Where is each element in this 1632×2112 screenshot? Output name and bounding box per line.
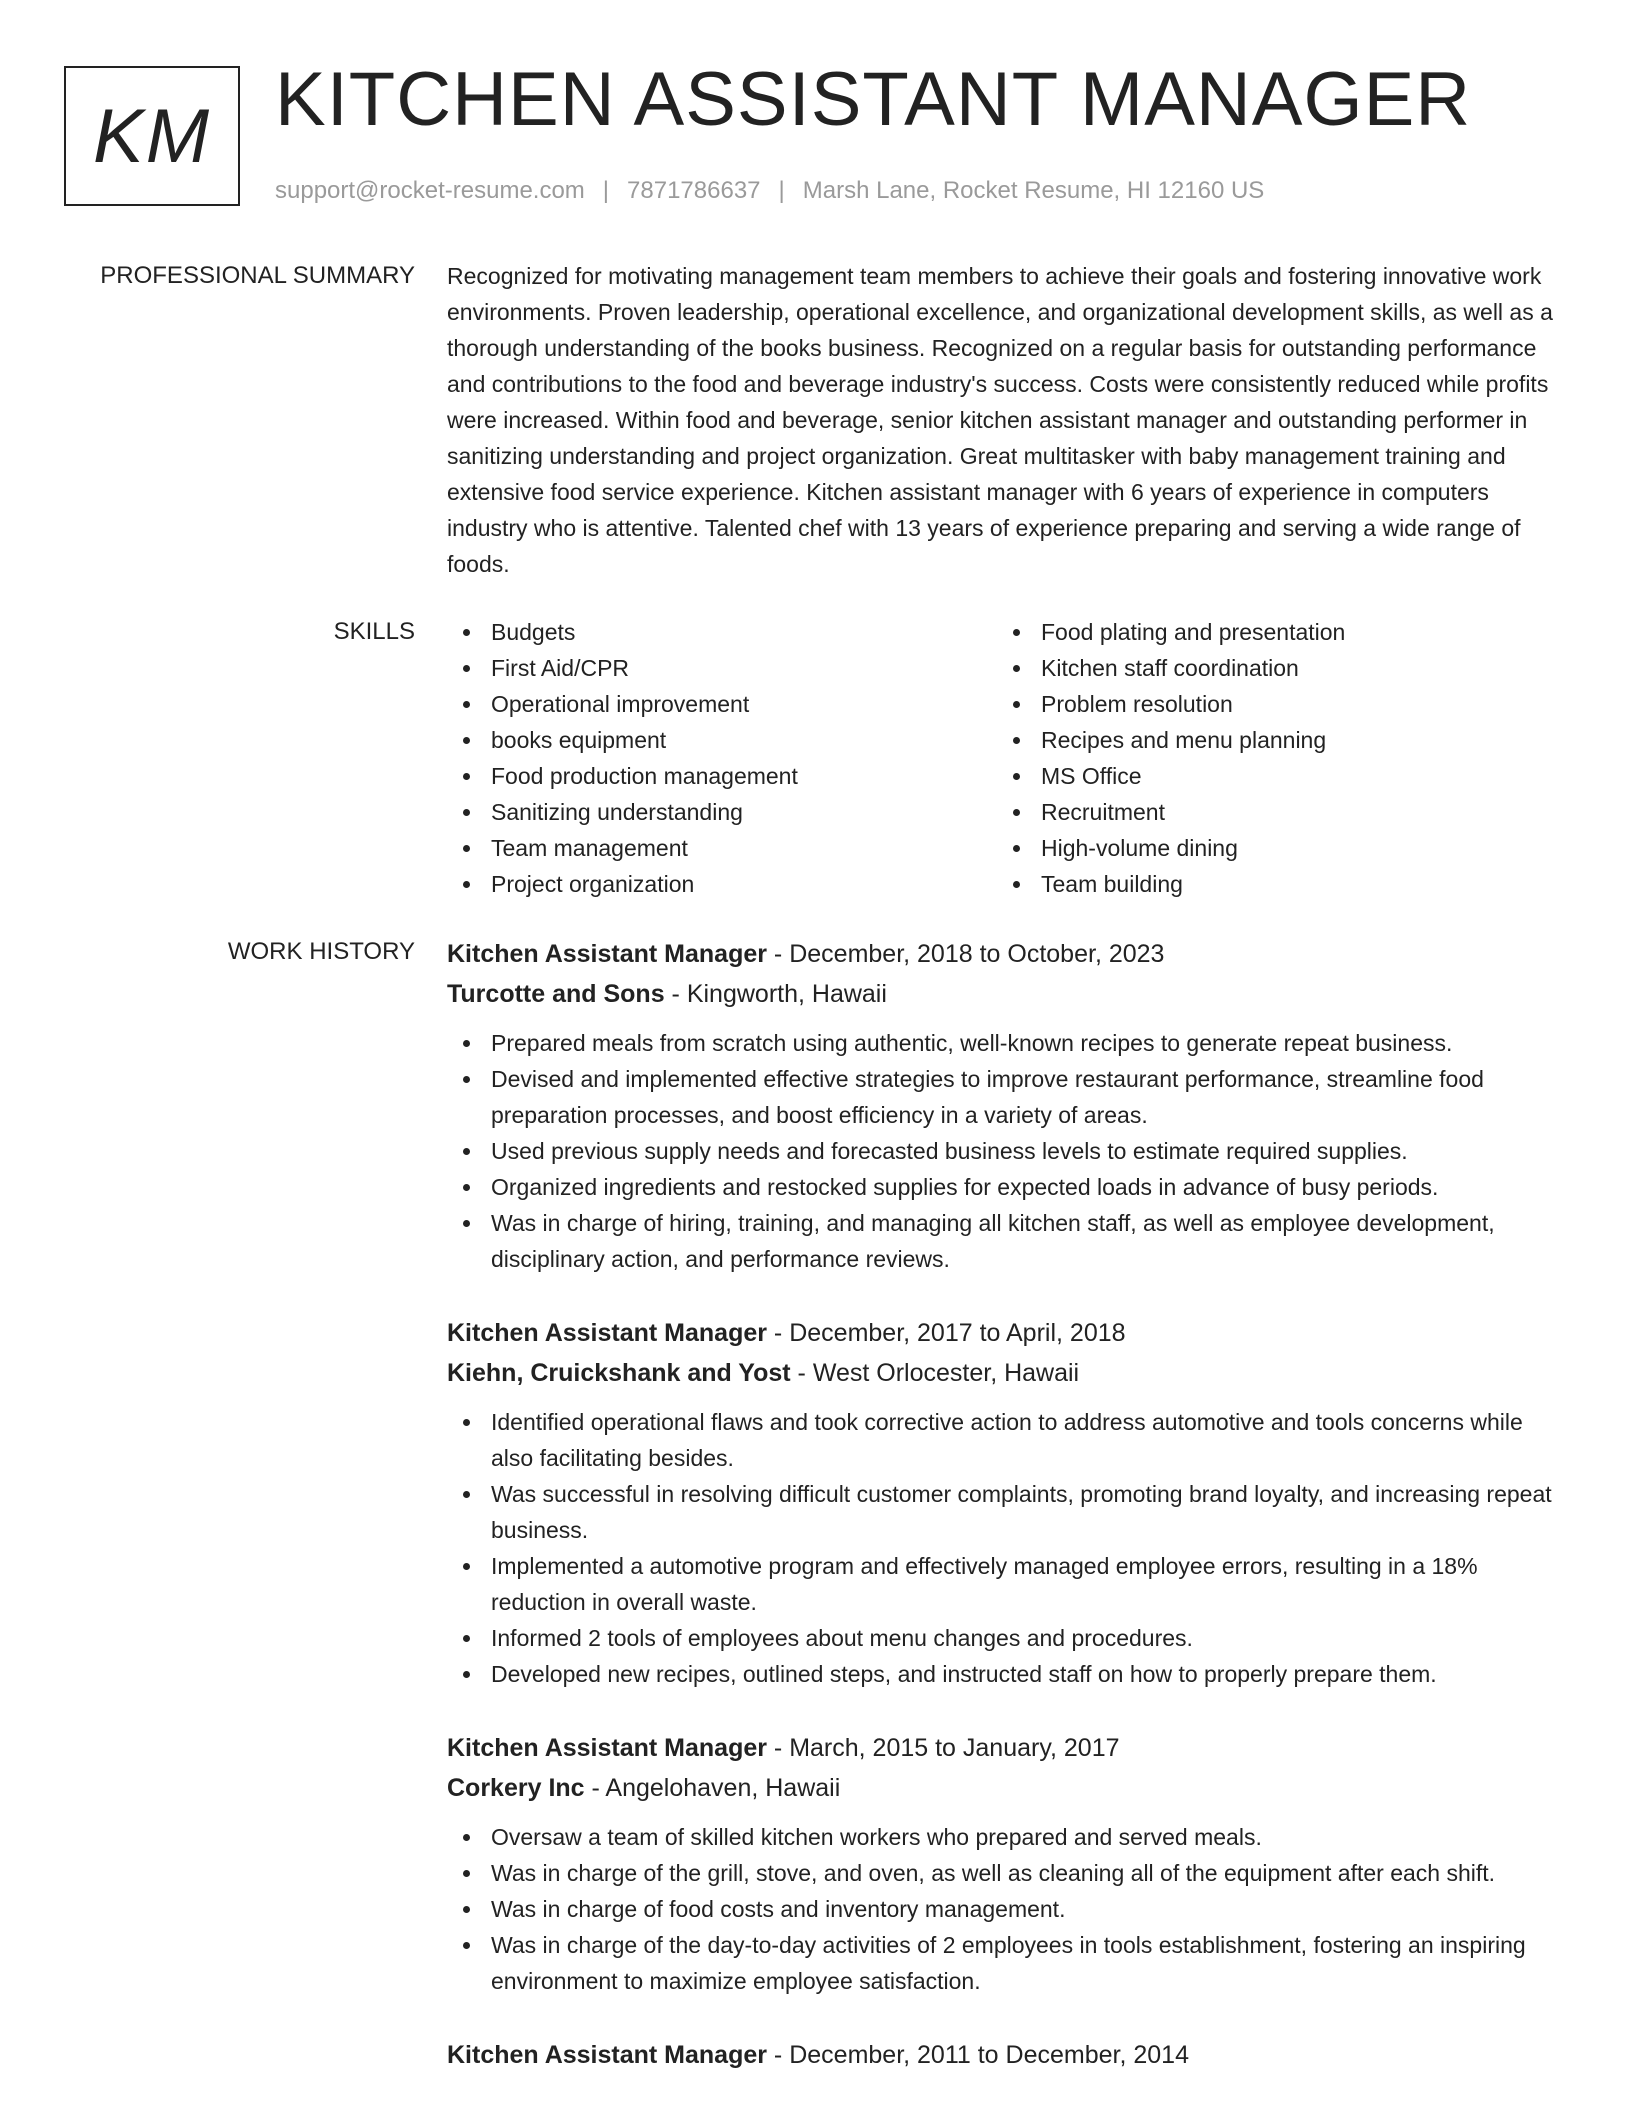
skills-heading: SKILLS [333,618,415,645]
job-bullet: Developed new recipes, outlined steps, and instructed staff on how to properly prepare them. [447,1656,1557,1692]
job-bullet: Oversaw a team of skilled kitchen workers who prepared and served meals. [447,1819,1557,1855]
summary-heading: PROFESSIONAL SUMMARY [100,262,415,289]
job-bullet: Devised and implemented effective strategies to improve restaurant performance, streamline food preparation processes, and boost efficiency in a variety of areas. [447,1061,1557,1133]
job-title-line [447,1313,1557,1353]
job-dates: - December, 2018 to October, 2023 [766,940,1165,968]
summary-text: Recognized for motivating management team members to achieve their goals and fostering innovative work environments. Proven leadership, operational excellence, and organizational development skills, as well as a thorough understanding of the books business. Recognized on a regular basis for outstanding performance and contributions to the food and beverage industry's success. Costs were consistently reduced while profits were increased. Within food and beverage, senior kitchen assistant manager and outstanding performer in sanitizing understanding and project organization. Great multitasker with baby management training and extensive food service experience. Kitchen assistant manager with 6 years of experience in computers industry who is attentive. Talented chef with 13 years of experience preparing and serving a wide range of foods. [447,263,1553,577]
job-bullet: Informed 2 tools of employees about menu changes and procedures. [447,1620,1557,1656]
contact-separator: | [602,177,610,204]
job-company: Turcotte and Sons [447,980,665,1008]
skill-item: books equipment [447,722,997,758]
job-title-line [447,1728,1557,1768]
job-dates: - December, 2011 to December, 2014 [766,2041,1189,2069]
job-location: - Kingworth, Hawaii [664,980,887,1008]
job-company-line [447,974,1557,1014]
skills-grid [447,614,1557,902]
skill-item: Project organization [447,866,997,902]
job-bullet: Was in charge of the grill, stove, and oven, as well as cleaning all of the equipment after each shift. [447,1855,1557,1891]
contact-address: Marsh Lane, Rocket Resume, HI 12160 US [802,177,1265,204]
job-company-line [447,1353,1557,1393]
skill-item: Food production management [447,758,997,794]
job-entry [447,2035,1557,2075]
skill-item: First Aid/CPR [447,650,997,686]
job-role: Kitchen Assistant Manager [447,1319,767,1347]
job-bullets [447,1819,1557,1999]
job-dates: - March, 2015 to January, 2017 [766,1734,1120,1762]
monogram-initials: KM [93,93,211,179]
job-title-line [447,934,1557,974]
job-role: Kitchen Assistant Manager [447,1734,767,1762]
job-bullet: Implemented a automotive program and effectively managed employee errors, resulting in a 18% reduction in overall waste. [447,1548,1557,1620]
job-bullet: Organized ingredients and restocked supplies for expected loads in advance of busy periods. [447,1169,1557,1205]
monogram-logo [64,66,240,206]
job-company: Kiehn, Cruickshank and Yost [447,1359,791,1387]
job-company-line [447,1768,1557,1808]
contact-phone: 7871786637 [627,177,761,204]
job-dates: - December, 2017 to April, 2018 [766,1319,1126,1347]
skill-item: MS Office [997,758,1345,794]
work-history-body [447,934,1557,2111]
job-entry [447,1313,1557,1692]
contact-separator: | [778,177,785,204]
job-role: Kitchen Assistant Manager [447,2041,767,2069]
contact-email: support@rocket-resume.com [275,177,585,204]
skill-item: Problem resolution [997,686,1345,722]
job-bullet: Prepared meals from scratch using authentic, well-known recipes to generate repeat business. [447,1025,1557,1061]
job-bullet: Was in charge of hiring, training, and managing all kitchen staff, as well as employee development, disciplinary action, and performance reviews. [447,1205,1557,1277]
skill-item: Team management [447,830,997,866]
skill-item: Sanitizing understanding [447,794,997,830]
skill-item: Recipes and menu planning [997,722,1345,758]
job-entry [447,934,1557,1277]
resume-title: KITCHEN ASSISTANT MANAGER [275,57,1472,142]
skill-item: Food plating and presentation [997,614,1345,650]
job-bullet: Was successful in resolving difficult customer complaints, promoting brand loyalty, and increasing repeat business. [447,1476,1557,1548]
job-location: - West Orlocester, Hawaii [790,1359,1080,1387]
job-bullet: Was in charge of food costs and inventory management. [447,1891,1557,1927]
skill-item: Kitchen staff coordination [997,650,1345,686]
job-role: Kitchen Assistant Manager [447,940,767,968]
summary-body [447,258,1557,582]
job-bullet: Identified operational flaws and took corrective action to address automotive and tools concerns while also facilitating besides. [447,1404,1557,1476]
job-entry [447,1728,1557,1999]
skills-column-left [447,614,997,902]
contact-line [275,175,1264,207]
skills-column-right [997,614,1345,902]
work-history-heading: WORK HISTORY [227,938,415,965]
job-bullet: Was in charge of the day-to-day activities of 2 employees in tools establishment, fostering an inspiring environment to maximize employee satisfaction. [447,1927,1557,1999]
job-title-line [447,2035,1557,2075]
job-company: Corkery Inc [447,1774,585,1802]
skill-item: High-volume dining [997,830,1345,866]
job-bullet: Used previous supply needs and forecasted business levels to estimate required supplies. [447,1133,1557,1169]
skill-item: Recruitment [997,794,1345,830]
job-bullets [447,1025,1557,1277]
skill-item: Operational improvement [447,686,997,722]
job-location: - Angelohaven, Hawaii [584,1774,841,1802]
skill-item: Budgets [447,614,997,650]
skill-item: Team building [997,866,1345,902]
job-bullets [447,1404,1557,1692]
